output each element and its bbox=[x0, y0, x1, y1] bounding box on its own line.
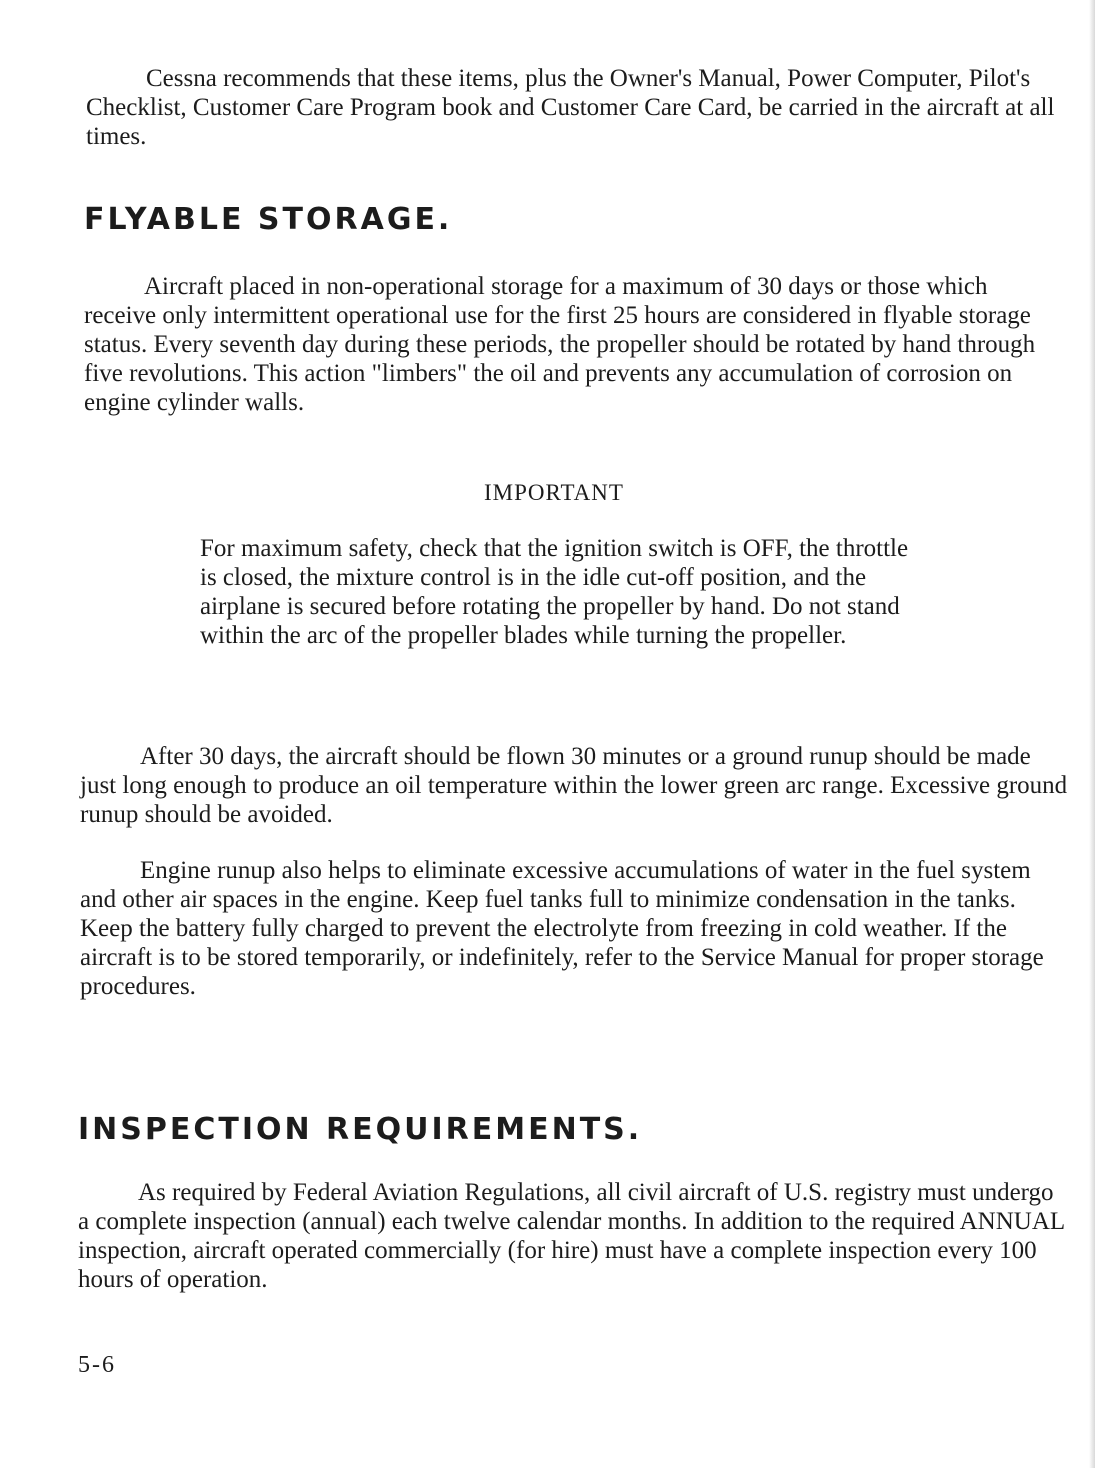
flyable-storage-paragraph-1 bbox=[84, 272, 1064, 417]
important-notice-text: For maximum safety, check that the ignition switch is OFF, the throttle is closed, the mixture control is in the idle cut-off position, and the airplane is secured before rotating the propeller by hand. Do not stand within the arc of the propeller blades while turning the propeller. bbox=[200, 535, 909, 649]
flyable-storage-paragraph-3-text: Engine runup also helps to eliminate excessive accumulations of water in the fuel system and other air spaces in the engine. Keep fuel tanks full to minimize condensation in the tanks. Keep the battery fully charged to prevent the electrolyte from freezing in cold weather. If the aircraft is to be stored temporarily, or indefinitely, refer to the Service Manual for proper storage procedures. bbox=[80, 857, 1044, 1000]
important-label: IMPORTANT bbox=[484, 480, 624, 505]
inspection-requirements-heading: INSPECTION REQUIREMENTS. bbox=[78, 1112, 643, 1147]
flyable-storage-paragraph-2 bbox=[80, 742, 1070, 829]
flyable-storage-paragraph-3 bbox=[80, 856, 1065, 1001]
inspection-requirements-paragraph-text: As required by Federal Aviation Regulations, all civil aircraft of U.S. registry must undergo a complete inspection (annual) each twelve calendar months. In addition to the required ANNUAL inspection, aircraft operated commercially (for hire) must have a complete inspection every 100 hours of operation. bbox=[78, 1179, 1065, 1293]
intro-paragraph bbox=[86, 64, 1056, 151]
page-edge bbox=[1089, 0, 1095, 1468]
inspection-requirements-paragraph bbox=[78, 1178, 1068, 1294]
intro-text: Cessna recommends that these items, plus the Owner's Manual, Power Computer, Pilot's Checklist, Customer Care Program book and Customer Care Card, be carried in the aircraft at all times. bbox=[86, 65, 1055, 150]
flyable-storage-heading: FLYABLE STORAGE. bbox=[84, 202, 453, 237]
page-number: 5-6 bbox=[78, 1352, 116, 1378]
flyable-storage-paragraph-1-text: Aircraft placed in non-operational storage for a maximum of 30 days or those which receive only intermittent operational use for the first 25 hours are considered in flyable storage status. Every seventh day during these periods, the propeller should be rotated by hand through five revolutions. This action "limbers" the oil and prevents any accumulation of corrosion on engine cylinder walls. bbox=[84, 273, 1036, 416]
flyable-storage-paragraph-2-text: After 30 days, the aircraft should be flown 30 minutes or a ground runup should be made just long enough to produce an oil temperature within the lower green arc range. Excessive ground runup should be avoided. bbox=[80, 743, 1068, 828]
